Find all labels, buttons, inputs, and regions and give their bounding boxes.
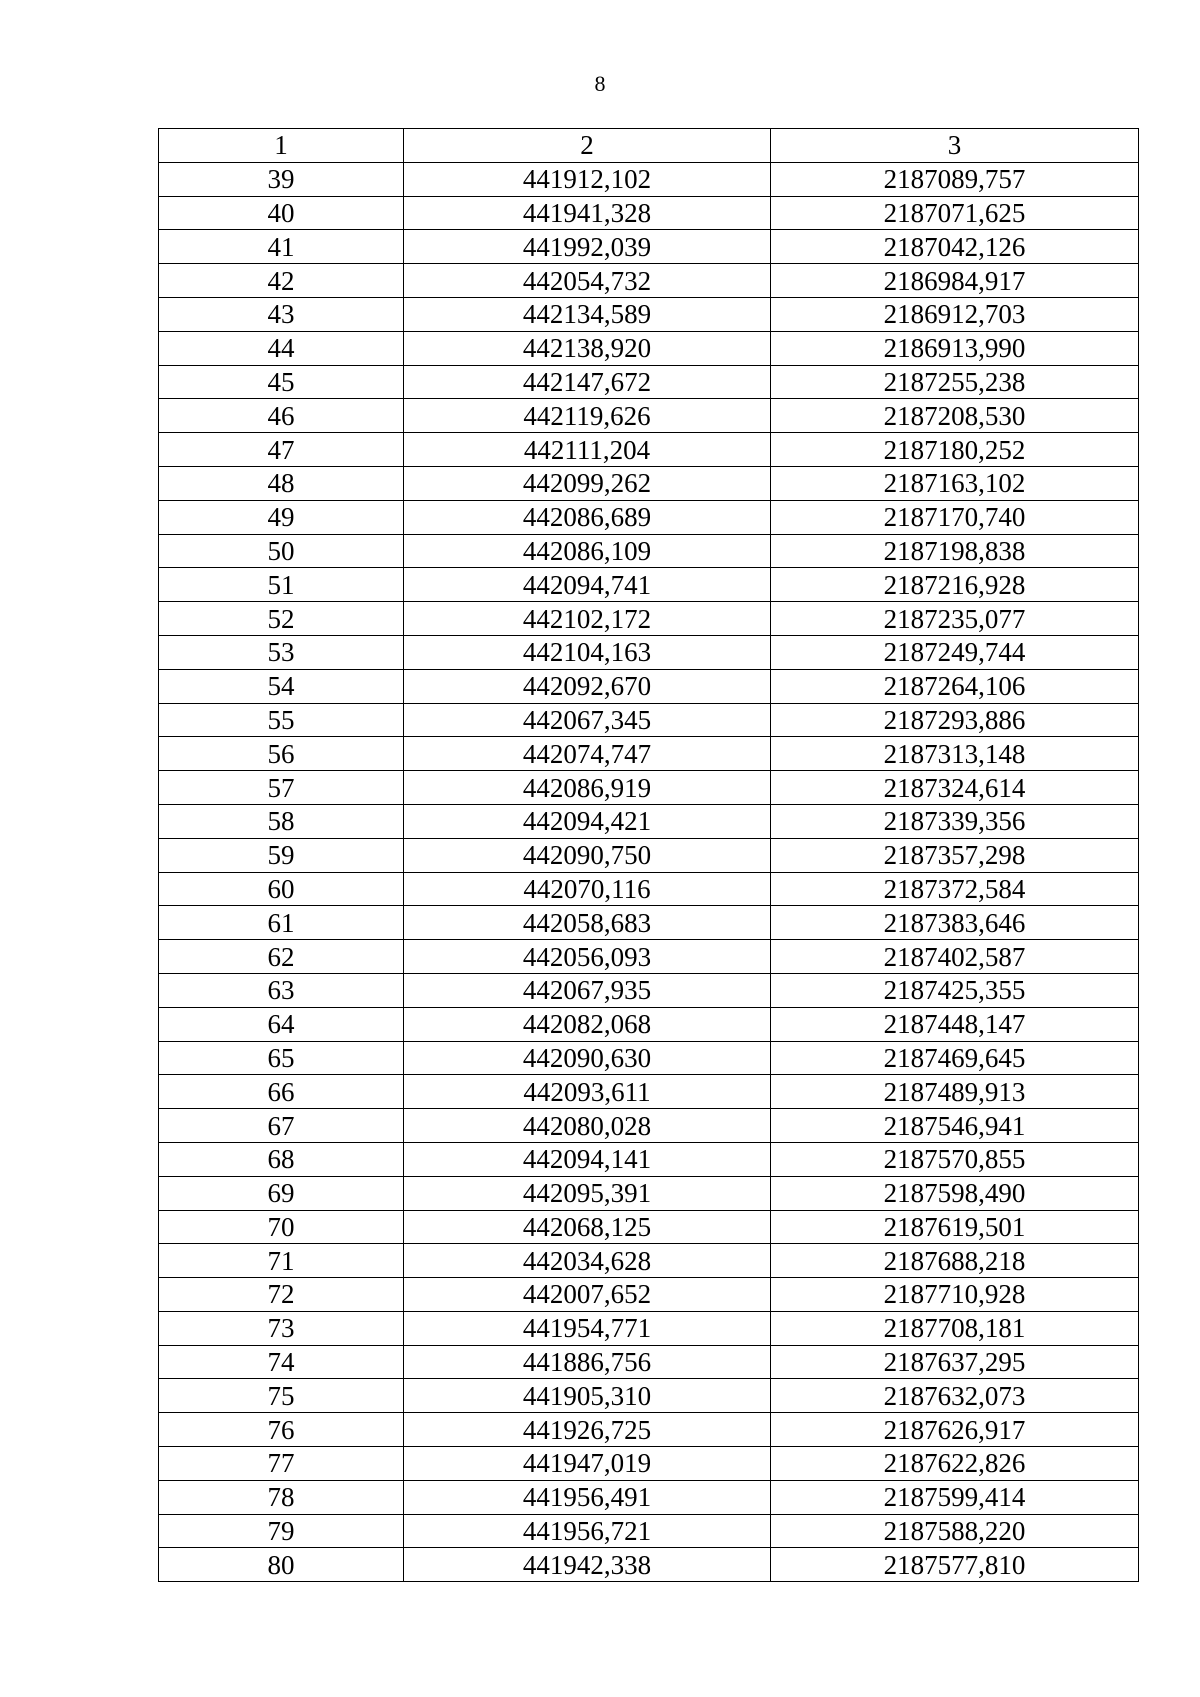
x-coordinate-cell: 442095,391 bbox=[404, 1176, 771, 1210]
y-coordinate-cell: 2187598,490 bbox=[771, 1176, 1139, 1210]
x-coordinate-cell: 442092,670 bbox=[404, 669, 771, 703]
y-coordinate-cell: 2186912,703 bbox=[771, 297, 1139, 331]
x-coordinate-cell: 442067,935 bbox=[404, 973, 771, 1007]
y-coordinate-cell: 2187710,928 bbox=[771, 1278, 1139, 1312]
y-coordinate-cell: 2187599,414 bbox=[771, 1480, 1139, 1514]
x-coordinate-cell: 441947,019 bbox=[404, 1447, 771, 1481]
x-coordinate-cell: 442094,741 bbox=[404, 568, 771, 602]
y-coordinate-cell: 2186913,990 bbox=[771, 331, 1139, 365]
y-coordinate-cell: 2187637,295 bbox=[771, 1345, 1139, 1379]
x-coordinate-cell: 442093,611 bbox=[404, 1075, 771, 1109]
table-row bbox=[159, 297, 1139, 331]
y-coordinate-cell: 2187402,587 bbox=[771, 940, 1139, 974]
point-number-cell: 43 bbox=[159, 297, 404, 331]
point-number-cell: 66 bbox=[159, 1075, 404, 1109]
table-header bbox=[159, 129, 1139, 163]
x-coordinate-cell: 442099,262 bbox=[404, 466, 771, 500]
table-row bbox=[159, 1210, 1139, 1244]
table-row bbox=[159, 466, 1139, 500]
x-coordinate-cell: 442054,732 bbox=[404, 264, 771, 298]
y-coordinate-cell: 2187216,928 bbox=[771, 568, 1139, 602]
point-number-cell: 55 bbox=[159, 703, 404, 737]
x-coordinate-cell: 441954,771 bbox=[404, 1311, 771, 1345]
table-row bbox=[159, 1548, 1139, 1582]
table-row bbox=[159, 973, 1139, 1007]
point-number-cell: 63 bbox=[159, 973, 404, 1007]
point-number-cell: 67 bbox=[159, 1109, 404, 1143]
x-coordinate-cell: 442090,630 bbox=[404, 1041, 771, 1075]
point-number-cell: 56 bbox=[159, 737, 404, 771]
x-coordinate-cell: 441956,721 bbox=[404, 1514, 771, 1548]
point-number-cell: 70 bbox=[159, 1210, 404, 1244]
table-row bbox=[159, 162, 1139, 196]
table-row bbox=[159, 1413, 1139, 1447]
y-coordinate-cell: 2187264,106 bbox=[771, 669, 1139, 703]
y-coordinate-cell: 2187042,126 bbox=[771, 230, 1139, 264]
point-number-cell: 73 bbox=[159, 1311, 404, 1345]
column-header-3: 3 bbox=[771, 129, 1139, 163]
x-coordinate-cell: 442102,172 bbox=[404, 602, 771, 636]
point-number-cell: 59 bbox=[159, 838, 404, 872]
point-number-cell: 40 bbox=[159, 196, 404, 230]
column-header-1: 1 bbox=[159, 129, 404, 163]
table-row bbox=[159, 1142, 1139, 1176]
y-coordinate-cell: 2187546,941 bbox=[771, 1109, 1139, 1143]
point-number-cell: 41 bbox=[159, 230, 404, 264]
y-coordinate-cell: 2187071,625 bbox=[771, 196, 1139, 230]
point-number-cell: 57 bbox=[159, 771, 404, 805]
x-coordinate-cell: 441926,725 bbox=[404, 1413, 771, 1447]
y-coordinate-cell: 2187170,740 bbox=[771, 500, 1139, 534]
x-coordinate-cell: 442138,920 bbox=[404, 331, 771, 365]
point-number-cell: 50 bbox=[159, 534, 404, 568]
point-number-cell: 74 bbox=[159, 1345, 404, 1379]
point-number-cell: 51 bbox=[159, 568, 404, 602]
table-row bbox=[159, 669, 1139, 703]
point-number-cell: 60 bbox=[159, 872, 404, 906]
x-coordinate-cell: 441956,491 bbox=[404, 1480, 771, 1514]
y-coordinate-cell: 2187619,501 bbox=[771, 1210, 1139, 1244]
header-row bbox=[159, 129, 1139, 163]
point-number-cell: 46 bbox=[159, 399, 404, 433]
x-coordinate-cell: 441912,102 bbox=[404, 162, 771, 196]
column-header-2: 2 bbox=[404, 129, 771, 163]
y-coordinate-cell: 2187489,913 bbox=[771, 1075, 1139, 1109]
table-row bbox=[159, 1176, 1139, 1210]
point-number-cell: 48 bbox=[159, 466, 404, 500]
y-coordinate-cell: 2187626,917 bbox=[771, 1413, 1139, 1447]
table-row bbox=[159, 230, 1139, 264]
table-row bbox=[159, 906, 1139, 940]
x-coordinate-cell: 442067,345 bbox=[404, 703, 771, 737]
y-coordinate-cell: 2187425,355 bbox=[771, 973, 1139, 1007]
y-coordinate-cell: 2187632,073 bbox=[771, 1379, 1139, 1413]
table-row bbox=[159, 1379, 1139, 1413]
point-number-cell: 72 bbox=[159, 1278, 404, 1312]
point-number-cell: 53 bbox=[159, 635, 404, 669]
point-number-cell: 49 bbox=[159, 500, 404, 534]
y-coordinate-cell: 2187448,147 bbox=[771, 1007, 1139, 1041]
point-number-cell: 61 bbox=[159, 906, 404, 940]
y-coordinate-cell: 2187588,220 bbox=[771, 1514, 1139, 1548]
point-number-cell: 44 bbox=[159, 331, 404, 365]
y-coordinate-cell: 2187198,838 bbox=[771, 534, 1139, 568]
table-row bbox=[159, 602, 1139, 636]
table-row bbox=[159, 872, 1139, 906]
table-row bbox=[159, 1480, 1139, 1514]
y-coordinate-cell: 2187293,886 bbox=[771, 703, 1139, 737]
point-number-cell: 71 bbox=[159, 1244, 404, 1278]
y-coordinate-cell: 2187469,645 bbox=[771, 1041, 1139, 1075]
y-coordinate-cell: 2187163,102 bbox=[771, 466, 1139, 500]
table-row bbox=[159, 838, 1139, 872]
table-row bbox=[159, 365, 1139, 399]
table-row bbox=[159, 703, 1139, 737]
table-row bbox=[159, 1041, 1139, 1075]
table-row bbox=[159, 500, 1139, 534]
x-coordinate-cell: 442086,109 bbox=[404, 534, 771, 568]
x-coordinate-cell: 442147,672 bbox=[404, 365, 771, 399]
table-row bbox=[159, 1109, 1139, 1143]
point-number-cell: 54 bbox=[159, 669, 404, 703]
x-coordinate-cell: 441905,310 bbox=[404, 1379, 771, 1413]
table-row bbox=[159, 399, 1139, 433]
x-coordinate-cell: 441992,039 bbox=[404, 230, 771, 264]
point-number-cell: 52 bbox=[159, 602, 404, 636]
x-coordinate-cell: 442080,028 bbox=[404, 1109, 771, 1143]
table-body bbox=[159, 162, 1139, 1581]
x-coordinate-cell: 442119,626 bbox=[404, 399, 771, 433]
point-number-cell: 65 bbox=[159, 1041, 404, 1075]
table-row bbox=[159, 804, 1139, 838]
point-number-cell: 64 bbox=[159, 1007, 404, 1041]
y-coordinate-cell: 2187255,238 bbox=[771, 365, 1139, 399]
page-number: 8 bbox=[594, 71, 606, 96]
y-coordinate-cell: 2187708,181 bbox=[771, 1311, 1139, 1345]
point-number-cell: 75 bbox=[159, 1379, 404, 1413]
table-row bbox=[159, 771, 1139, 805]
point-number-cell: 42 bbox=[159, 264, 404, 298]
point-number-cell: 45 bbox=[159, 365, 404, 399]
y-coordinate-cell: 2187180,252 bbox=[771, 433, 1139, 467]
y-coordinate-cell: 2187622,826 bbox=[771, 1447, 1139, 1481]
x-coordinate-cell: 442074,747 bbox=[404, 737, 771, 771]
point-number-cell: 68 bbox=[159, 1142, 404, 1176]
point-number-cell: 80 bbox=[159, 1548, 404, 1582]
y-coordinate-cell: 2187577,810 bbox=[771, 1548, 1139, 1582]
x-coordinate-cell: 441941,328 bbox=[404, 196, 771, 230]
x-coordinate-cell: 442134,589 bbox=[404, 297, 771, 331]
point-number-cell: 47 bbox=[159, 433, 404, 467]
point-number-cell: 69 bbox=[159, 1176, 404, 1210]
x-coordinate-cell: 442058,683 bbox=[404, 906, 771, 940]
y-coordinate-cell: 2187570,855 bbox=[771, 1142, 1139, 1176]
table-row bbox=[159, 264, 1139, 298]
point-number-cell: 58 bbox=[159, 804, 404, 838]
y-coordinate-cell: 2187249,744 bbox=[771, 635, 1139, 669]
x-coordinate-cell: 442104,163 bbox=[404, 635, 771, 669]
table-row bbox=[159, 331, 1139, 365]
x-coordinate-cell: 442082,068 bbox=[404, 1007, 771, 1041]
table-row bbox=[159, 1244, 1139, 1278]
point-number-cell: 39 bbox=[159, 162, 404, 196]
x-coordinate-cell: 442068,125 bbox=[404, 1210, 771, 1244]
table-row bbox=[159, 1345, 1139, 1379]
x-coordinate-cell: 442111,204 bbox=[404, 433, 771, 467]
y-coordinate-cell: 2187313,148 bbox=[771, 737, 1139, 771]
table-row bbox=[159, 737, 1139, 771]
x-coordinate-cell: 441942,338 bbox=[404, 1548, 771, 1582]
table-row bbox=[159, 940, 1139, 974]
y-coordinate-cell: 2187089,757 bbox=[771, 162, 1139, 196]
y-coordinate-cell: 2187208,530 bbox=[771, 399, 1139, 433]
y-coordinate-cell: 2187688,218 bbox=[771, 1244, 1139, 1278]
x-coordinate-cell: 442090,750 bbox=[404, 838, 771, 872]
x-coordinate-cell: 442086,919 bbox=[404, 771, 771, 805]
table-row bbox=[159, 1007, 1139, 1041]
table-row bbox=[159, 534, 1139, 568]
table-row bbox=[159, 635, 1139, 669]
x-coordinate-cell: 442094,141 bbox=[404, 1142, 771, 1176]
table-row bbox=[159, 1311, 1139, 1345]
y-coordinate-cell: 2187339,356 bbox=[771, 804, 1139, 838]
point-number-cell: 62 bbox=[159, 940, 404, 974]
table-row bbox=[159, 433, 1139, 467]
table-row bbox=[159, 568, 1139, 602]
y-coordinate-cell: 2187324,614 bbox=[771, 771, 1139, 805]
y-coordinate-cell: 2187372,584 bbox=[771, 872, 1139, 906]
x-coordinate-cell: 442056,093 bbox=[404, 940, 771, 974]
x-coordinate-cell: 442034,628 bbox=[404, 1244, 771, 1278]
point-number-cell: 79 bbox=[159, 1514, 404, 1548]
table-row bbox=[159, 196, 1139, 230]
point-number-cell: 77 bbox=[159, 1447, 404, 1481]
table-row bbox=[159, 1278, 1139, 1312]
table-row bbox=[159, 1514, 1139, 1548]
point-number-cell: 78 bbox=[159, 1480, 404, 1514]
x-coordinate-cell: 441886,756 bbox=[404, 1345, 771, 1379]
y-coordinate-cell: 2187357,298 bbox=[771, 838, 1139, 872]
table-row bbox=[159, 1447, 1139, 1481]
y-coordinate-cell: 2187383,646 bbox=[771, 906, 1139, 940]
table-row bbox=[159, 1075, 1139, 1109]
y-coordinate-cell: 2186984,917 bbox=[771, 264, 1139, 298]
y-coordinate-cell: 2187235,077 bbox=[771, 602, 1139, 636]
x-coordinate-cell: 442094,421 bbox=[404, 804, 771, 838]
coordinates-table bbox=[158, 128, 1139, 1582]
x-coordinate-cell: 442007,652 bbox=[404, 1278, 771, 1312]
x-coordinate-cell: 442070,116 bbox=[404, 872, 771, 906]
point-number-cell: 76 bbox=[159, 1413, 404, 1447]
x-coordinate-cell: 442086,689 bbox=[404, 500, 771, 534]
